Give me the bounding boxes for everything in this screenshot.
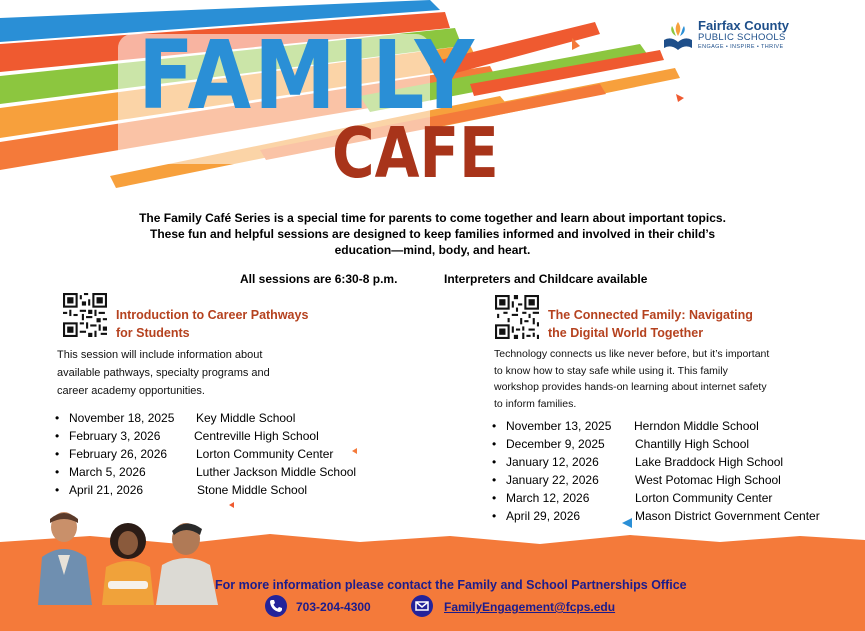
bullet-icon: • [55, 483, 60, 497]
bullet-icon: • [492, 455, 497, 469]
session-title-line: Introduction to Career Pathways [116, 308, 309, 322]
list-item [492, 453, 842, 471]
session-date: November 13, 2025 [506, 419, 612, 433]
qr-code-icon[interactable] [63, 293, 107, 337]
session-2-description [494, 346, 824, 412]
session-1-dates [55, 409, 375, 499]
session-1-description [57, 346, 327, 400]
logo-subtitle: PUBLIC SCHOOLS [698, 32, 786, 43]
qr-code-icon[interactable] [495, 295, 539, 339]
decor-triangle [229, 502, 234, 508]
contact-text: For more information please contact the Family and School Partnerships Office [215, 578, 687, 592]
description-line: to know how to stay safe while using it. This family [494, 364, 728, 377]
session-title-line: for Students [116, 326, 190, 340]
session-date: April 29, 2026 [506, 509, 581, 523]
session-date: February 3, 2026 [69, 429, 161, 443]
list-item [55, 445, 375, 463]
session-title-line: The Connected Family: Navigating [548, 308, 753, 322]
bullet-icon: • [492, 491, 497, 505]
bullet-icon: • [55, 447, 60, 461]
decor-triangle [352, 448, 357, 454]
session-time: All sessions are 6:30-8 p.m. [240, 272, 398, 286]
intro-paragraph [90, 210, 775, 258]
session-venue: Lake Braddock High School [635, 455, 784, 469]
session-venue: Mason District Government Center [635, 509, 820, 523]
session-2-dates [492, 417, 842, 525]
bullet-icon: • [55, 411, 60, 425]
list-item [55, 427, 375, 445]
list-item [55, 409, 375, 427]
description-line: workshop provides hands-on learning about internet safety [494, 381, 767, 393]
session-venue: Key Middle School [196, 411, 296, 425]
description-line: available pathways, specialty programs and [57, 367, 270, 379]
list-item [55, 463, 375, 481]
session-date: December 9, 2025 [506, 437, 605, 451]
list-item [492, 471, 842, 489]
description-line: Technology connects us like never before, but it’s important [494, 348, 770, 360]
fcps-logo [662, 18, 802, 56]
session-title-line: the Digital World Together [548, 326, 704, 340]
families-photo [36, 505, 218, 605]
session-1-title [116, 306, 308, 342]
session-venue: West Potomac High School [635, 473, 781, 487]
logo-name: Fairfax County [698, 18, 790, 33]
logo-tagline: ENGAGE • INSPIRE • THRIVE [698, 44, 784, 50]
email-icon[interactable] [411, 595, 433, 617]
phone-number-link[interactable]: 703-204-4300 [296, 600, 371, 614]
session-date: April 21, 2026 [69, 483, 144, 497]
title-cafe: CAFE [332, 112, 499, 194]
session-date: March 5, 2026 [69, 465, 146, 479]
bullet-icon: • [55, 429, 60, 443]
session-date: March 12, 2026 [506, 491, 590, 505]
session-venue: Centreville High School [194, 429, 319, 443]
description-line: to inform families. [494, 397, 577, 410]
session-venue: Luther Jackson Middle School [196, 465, 357, 479]
session-date: January 12, 2026 [506, 455, 599, 469]
title-family: FAMILY [138, 21, 478, 132]
bullet-icon: • [492, 437, 497, 451]
session-2-title [548, 306, 753, 342]
session-venue: Chantilly High School [635, 437, 750, 451]
decor-triangle [622, 518, 632, 528]
session-date: January 22, 2026 [506, 473, 599, 487]
session-date: November 18, 2025 [69, 411, 175, 425]
intro-line: education—mind, body, and heart. [334, 243, 531, 257]
intro-line: The Family Café Series is a special time for parents to come together and learn about important topics. [139, 211, 726, 225]
session-venue: Lorton Community Center [196, 447, 334, 461]
phone-icon[interactable] [265, 595, 287, 617]
bullet-icon: • [55, 465, 60, 479]
bullet-icon: • [492, 509, 497, 523]
session-venue: Stone Middle School [197, 483, 308, 497]
list-item [492, 435, 842, 453]
list-item [492, 417, 842, 435]
session-venue: Herndon Middle School [634, 419, 759, 433]
description-line: career academy opportunities. [57, 385, 205, 397]
description-line: This session will include information about [57, 349, 263, 361]
book-flame-logo-icon [662, 18, 694, 52]
bullet-icon: • [492, 419, 497, 433]
list-item [492, 489, 842, 507]
services-available: Interpreters and Childcare available [444, 272, 648, 286]
bullet-icon: • [492, 473, 497, 487]
session-venue: Lorton Community Center [635, 491, 773, 505]
list-item [55, 481, 375, 499]
email-link[interactable]: FamilyEngagement@fcps.edu [444, 600, 616, 614]
intro-line: These fun and helpful sessions are designed to keep families informed and involved in their child’s [149, 227, 715, 241]
list-item [492, 507, 842, 525]
session-date: February 26, 2026 [69, 447, 168, 461]
